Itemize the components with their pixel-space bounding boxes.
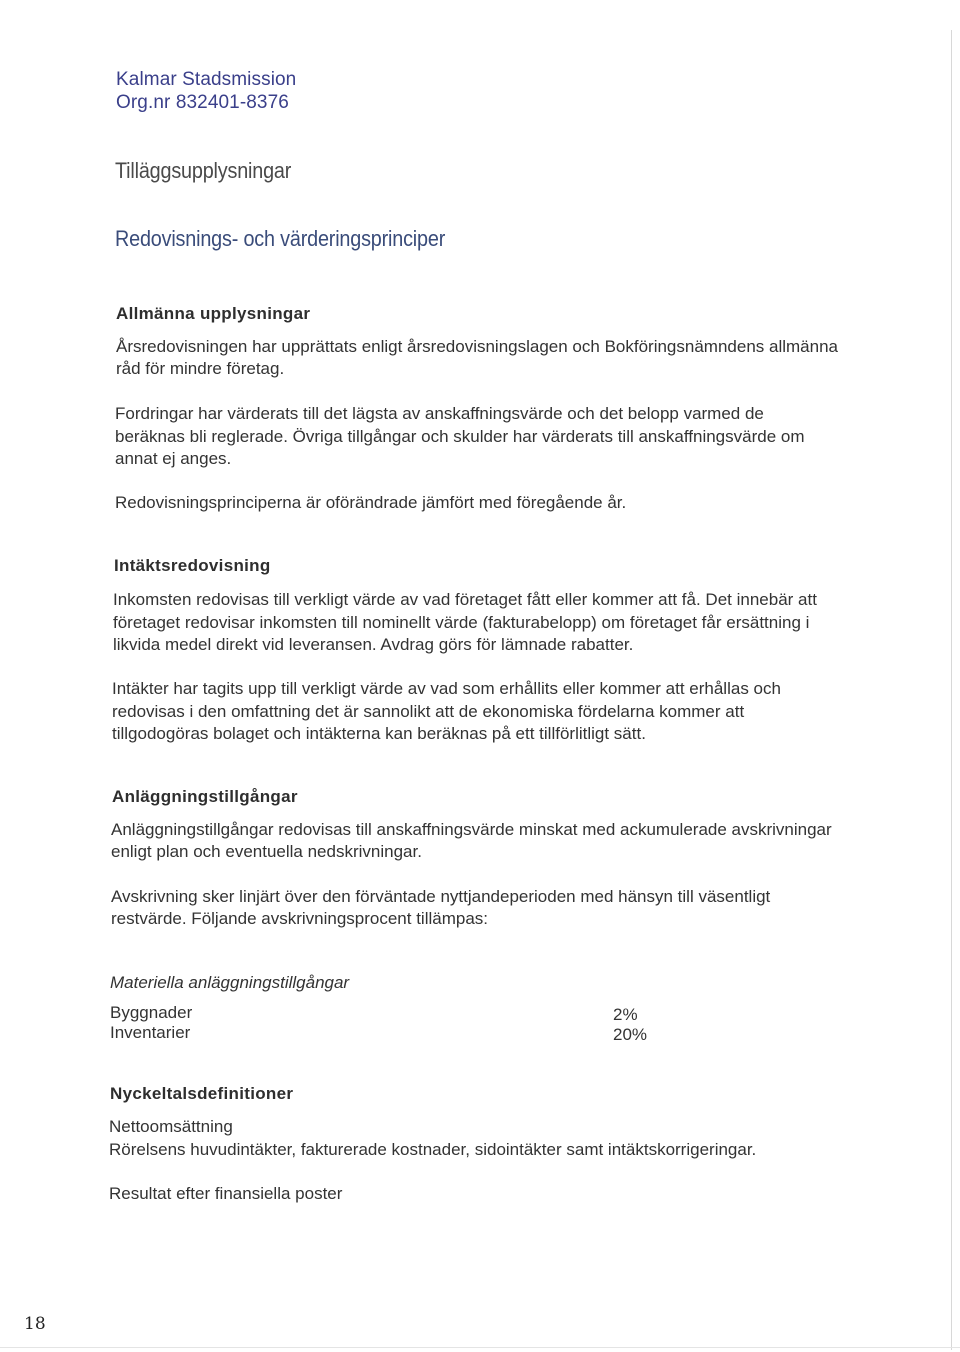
rate-label: Byggnader bbox=[110, 1003, 193, 1022]
key-ratios-title: Nyckeltalsdefinitioner bbox=[110, 1084, 294, 1103]
paragraph-line: beräknas bli reglerade. Övriga tillgångar och skulder har värderats till anskaffningsvärde om bbox=[115, 427, 805, 446]
paragraph-line: Avskrivning sker linjärt över den förväntade nyttjandeperioden med hänsyn till väsentligt bbox=[111, 887, 771, 906]
paragraph-line: likvida medel direkt vid leveransen. Avdrag görs för lämnade rabatter. bbox=[113, 635, 634, 654]
tangible-assets-subtitle: Materiella anläggningstillgångar bbox=[110, 973, 350, 992]
page-number: 18 bbox=[24, 1314, 46, 1334]
paragraph-line: redovisas i den omfattning det är sannolikt att de ekonomiska fördelarna kommer att bbox=[112, 702, 745, 721]
paragraph-line: företaget redovisar inkomsten till nominellt värde (fakturabelopp) om företaget får ersättning i bbox=[113, 613, 810, 632]
revenue-title: Intäktsredovisning bbox=[114, 556, 271, 575]
paragraph-line: annat ej anges. bbox=[115, 449, 232, 468]
rate-value: 20% bbox=[613, 1025, 648, 1044]
general-title: Allmänna upplysningar bbox=[116, 304, 311, 323]
paragraph-line: råd för mindre företag. bbox=[116, 359, 285, 378]
paragraph-line: Årsredovisningen har upprättats enligt årsredovisningslagen och Bokföringsnämndens allmänna bbox=[116, 337, 838, 356]
paragraph-line: Inkomsten redovisas till verkligt värde av vad företaget fått eller kommer att få. Det innebär att bbox=[113, 590, 817, 609]
paragraph-line: enligt plan och eventuella nedskrivningar. bbox=[111, 842, 422, 861]
paragraph-line: tillgodogöras bolaget och intäkterna kan beräknas på ett tillförlitligt sätt. bbox=[112, 724, 646, 743]
ratio-name: Nettoomsättning bbox=[109, 1117, 233, 1136]
paragraph-line: Anläggningstillgångar redovisas till anskaffningsvärde minskat med ackumulerade avskrivningar bbox=[111, 820, 832, 839]
page-edge bbox=[951, 30, 952, 1350]
section-heading: Redovisnings- och värderingsprinciper bbox=[115, 226, 446, 251]
ratio-definition: Rörelsens huvudintäkter, fakturerade kostnader, sidointäkter samt intäktskorrigeringar. bbox=[109, 1140, 757, 1159]
fixed-assets-title: Anläggningstillgångar bbox=[112, 787, 298, 806]
paragraph-line: restvärde. Följande avskrivningsprocent tillämpas: bbox=[111, 909, 489, 928]
rate-label: Inventarier bbox=[110, 1023, 191, 1042]
ratio-name: Resultat efter finansiella poster bbox=[109, 1184, 343, 1203]
paragraph-line: Intäkter har tagits upp till verkligt värde av vad som erhållits eller kommer att erhållas och bbox=[112, 679, 781, 698]
page-title: Tilläggsupplysningar bbox=[115, 158, 292, 183]
paragraph-line: Redovisningsprinciperna är oförändrade jämfört med föregående år. bbox=[115, 493, 627, 512]
org-number: Org.nr 832401-8376 bbox=[116, 92, 289, 113]
paragraph-line: Fordringar har värderats till det lägsta av anskaffningsvärde och det belopp varmed de bbox=[115, 404, 764, 423]
page-edge bbox=[0, 1347, 960, 1348]
rate-value: 2% bbox=[613, 1005, 638, 1024]
organization-name: Kalmar Stadsmission bbox=[116, 69, 297, 90]
